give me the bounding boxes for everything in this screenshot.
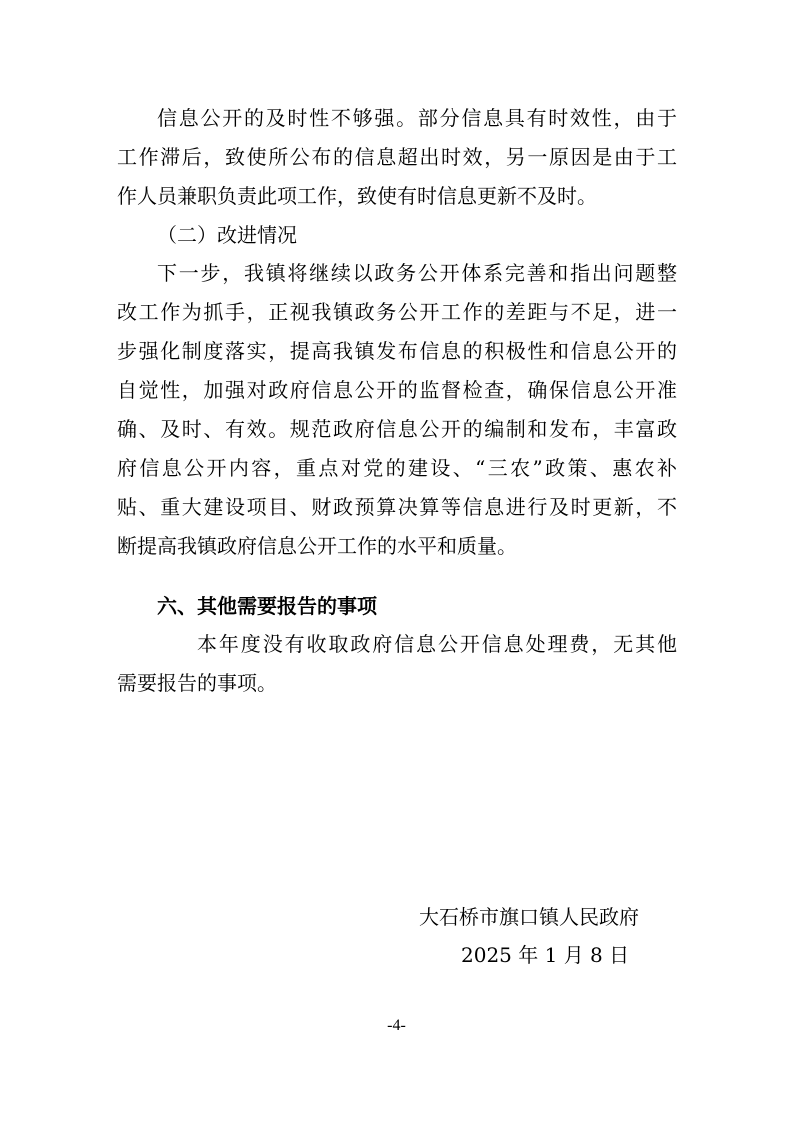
paragraph-line: 作人员兼职负责此项工作，致使有时信息更新不及时。	[117, 184, 597, 208]
signature-organization: 大石桥市旗口镇人民政府	[419, 905, 639, 929]
paragraph-line: 改工作为抓手，正视我镇政务公开工作的差距与不足，进一	[117, 300, 677, 324]
section-heading: 六、其他需要报告的事项	[157, 594, 377, 618]
paragraph-line: 工作滞后，致使所公布的信息超出时效，另一原因是由于工	[117, 145, 677, 169]
paragraph-line: 贴、重大建设项目、财政预算决算等信息进行及时更新，不	[117, 495, 677, 519]
signature-date: 2025 年 1 月 8 日	[461, 943, 630, 967]
paragraph-line: 信息公开的及时性不够强。部分信息具有时效性，由于	[157, 106, 677, 130]
subsection-heading: （二）改进情况	[157, 223, 297, 247]
paragraph-line: 断提高我镇政府信息公开工作的水平和质量。	[117, 534, 517, 558]
paragraph-line: 步强化制度落实，提高我镇发布信息的积极性和信息公开的	[117, 339, 677, 363]
page-number: -4-	[387, 1017, 406, 1034]
paragraph-line: 府信息公开内容，重点对党的建设、“三农”政策、惠农补	[117, 456, 677, 480]
paragraph-line: 本年度没有收取政府信息公开信息处理费，无其他	[197, 632, 677, 656]
paragraph-line: 需要报告的事项。	[117, 671, 277, 695]
paragraph-line: 确、及时、有效。规范政府信息公开的编制和发布，丰富政	[117, 417, 677, 441]
paragraph-line: 下一步，我镇将继续以政务公开体系完善和指出问题整	[157, 261, 677, 285]
paragraph-line: 自觉性，加强对政府信息公开的监督检查，确保信息公开准	[117, 378, 677, 402]
